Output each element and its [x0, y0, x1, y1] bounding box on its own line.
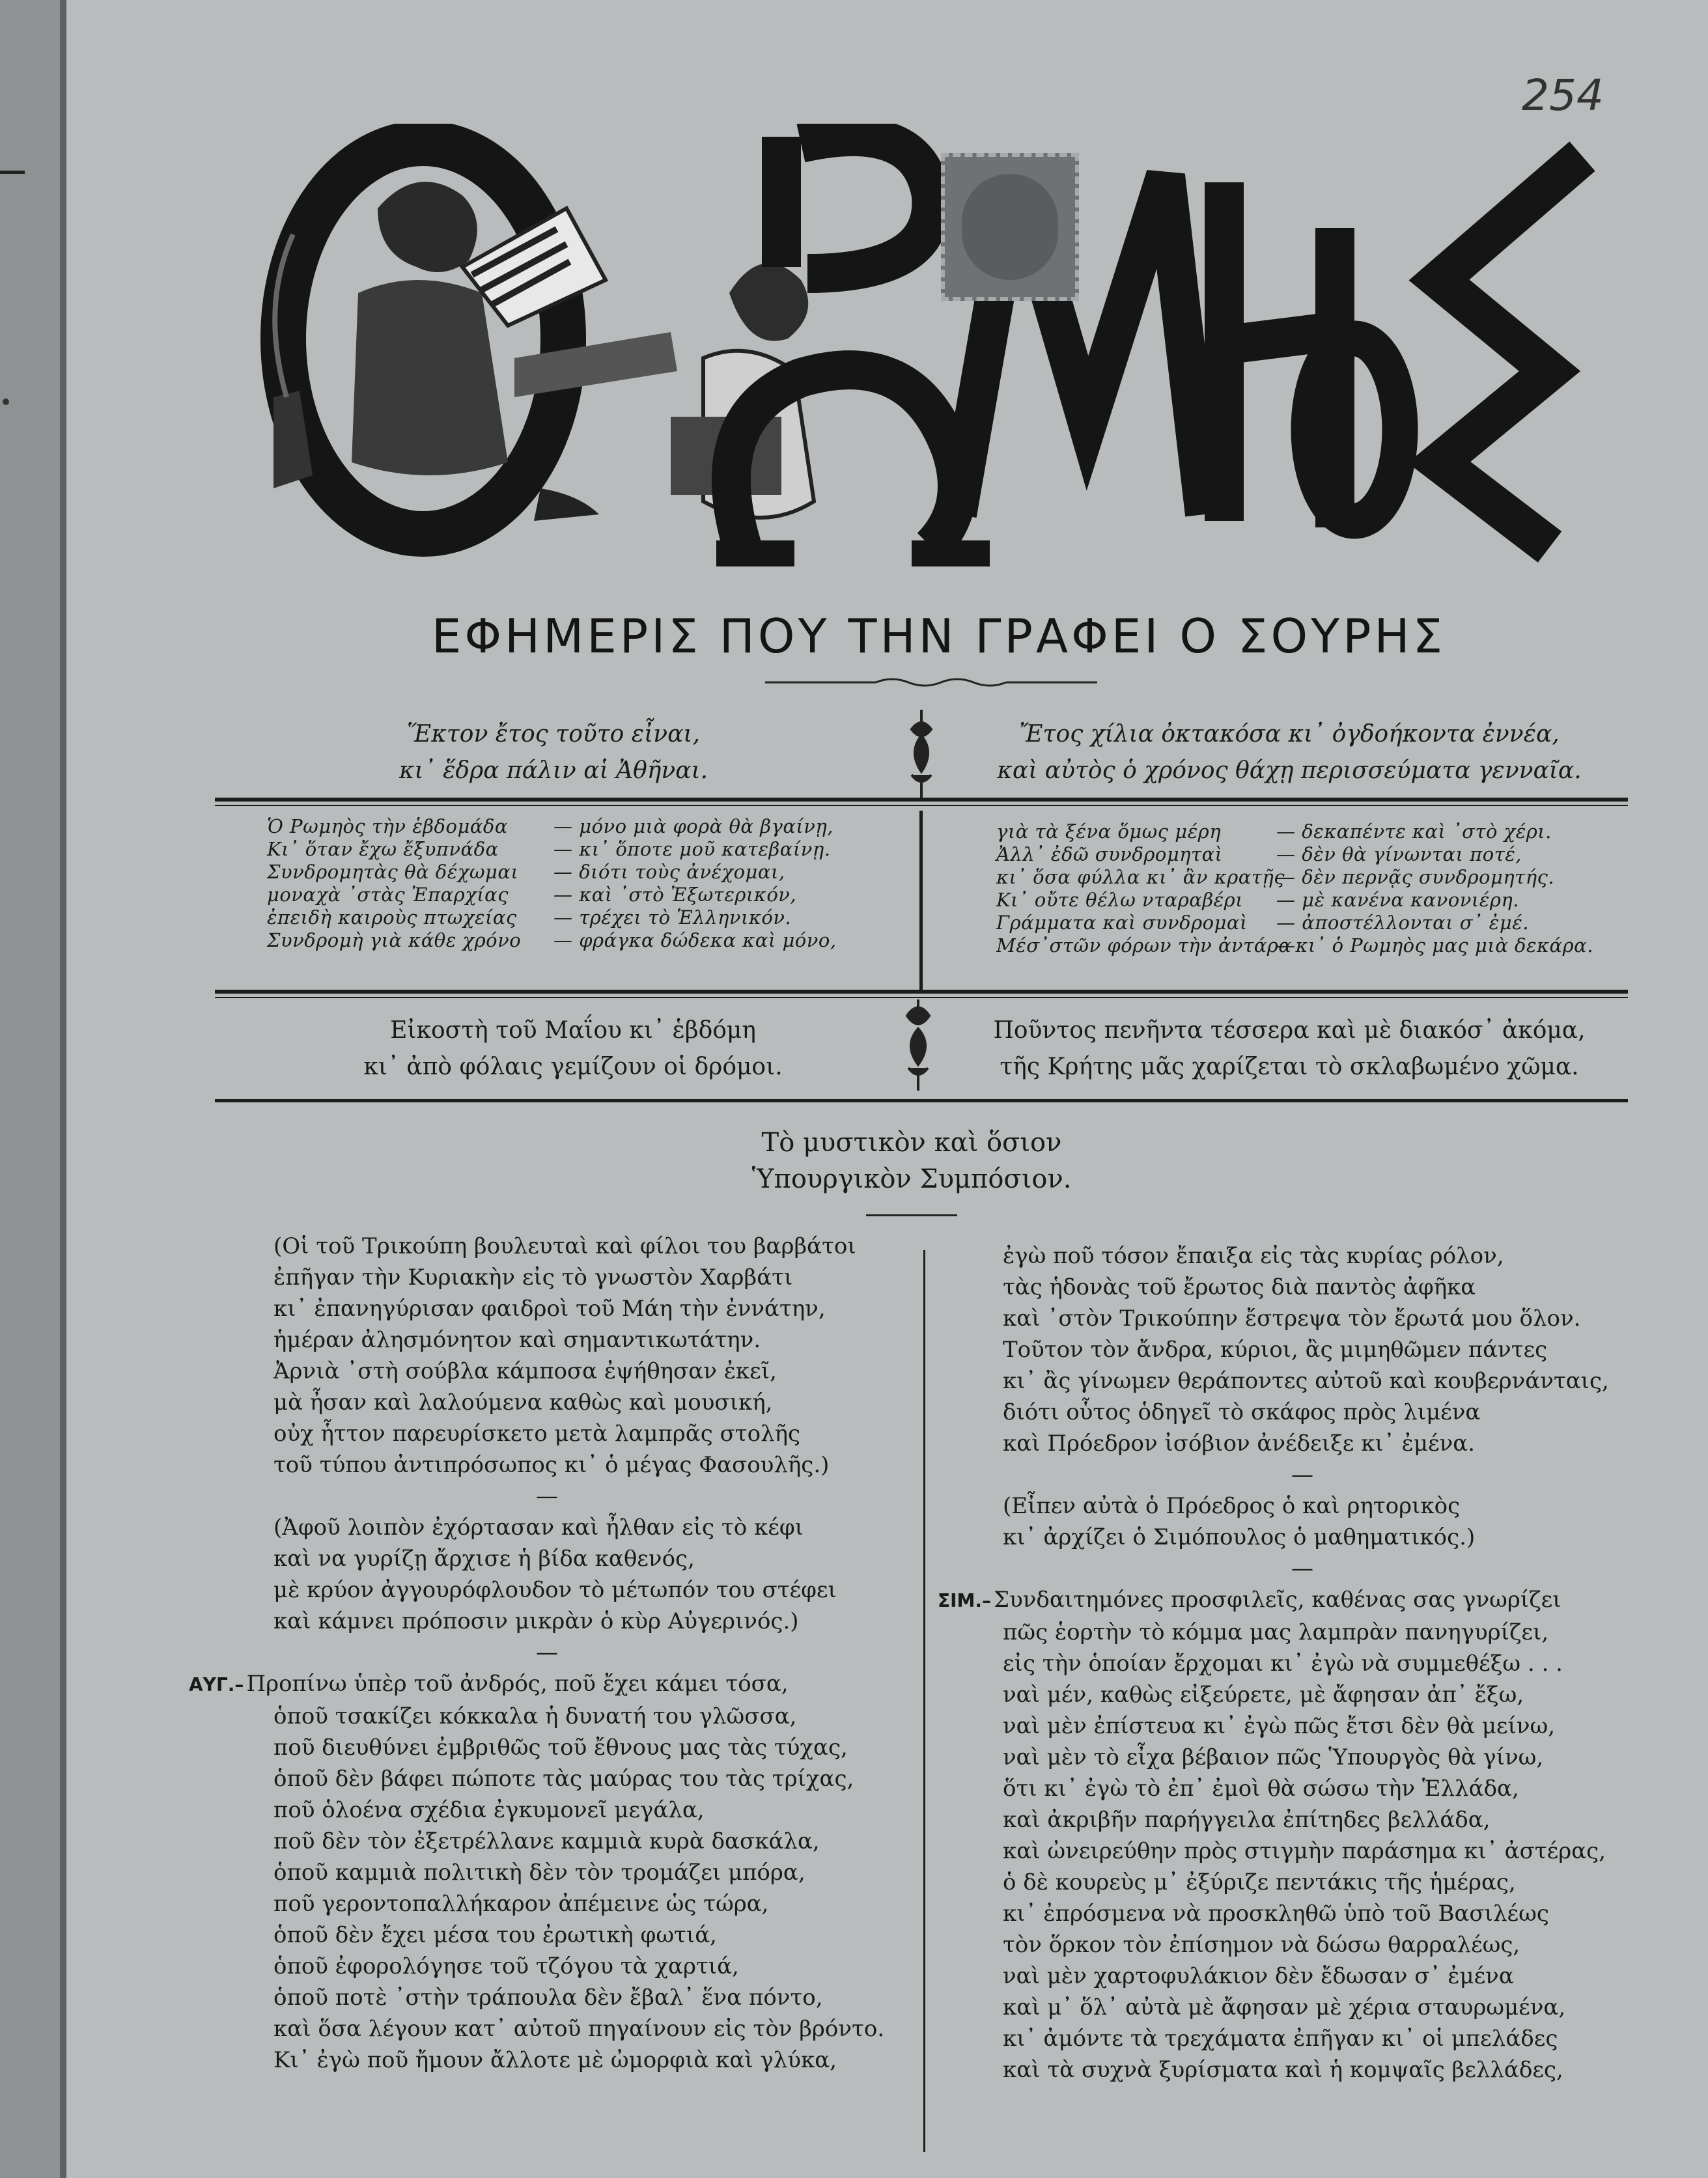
postage-stamp — [941, 153, 1079, 301]
poem-line — [273, 1794, 905, 1826]
dash-mark: — — [1291, 1556, 1313, 1582]
poem-line — [273, 1888, 905, 1920]
poem-text: κι᾽ ἀμόντε τὰ τρεχάματα ἐπῆγαν κι᾽ οἱ μπελάδες — [1003, 2026, 1558, 2052]
poem-line — [1003, 1679, 1667, 1710]
poem-lines — [938, 1240, 1667, 2086]
poem-text: μὲ κρύον ἀγγουρόφλουδον τὸ μέτωπόν του στέφει — [273, 1577, 837, 1603]
info-row — [267, 906, 853, 929]
poem-line — [273, 1293, 905, 1324]
poem-text: τὸν ὅρκον τὸν ἐπίσημον νὰ δώσω θαρραλέως, — [1003, 1932, 1520, 1958]
info-table-left — [267, 815, 853, 952]
poem-text: τοῦ τύπου ἀντιπρόσωπος κι᾽ ὁ μέγας Φασουλῆς.) — [273, 1452, 830, 1478]
poem-text: καὶ Πρόεδρον ἰσόβιον ἀνέδειξε κι᾽ ἐμένα. — [1003, 1431, 1476, 1457]
info-cell: — μὲ κανένα κανονιέρη. — [1276, 889, 1519, 911]
poem-text: ναὶ μὲν τὸ εἶχα βέβαιον πῶς Ὑπουργὸς θὰ γίνω, — [1003, 1744, 1544, 1770]
info-cell: Γράμματα καὶ συνδρομαὶ — [996, 912, 1248, 934]
ornamental-divider — [765, 677, 1097, 688]
poem-line — [1003, 1397, 1667, 1428]
poem-text: (Ἀφοῦ λοιπὸν ἐχόρτασαν καὶ ἦλθαν εἰς τὸ κέφι — [273, 1515, 804, 1541]
poem-text: οὐχ ἧττον παρευρίσκετο μετὰ λαμπρᾶς στολῆς — [273, 1421, 801, 1447]
info-cell: Ἀλλ᾽ ἐδῶ συνδρομηταὶ — [996, 843, 1223, 865]
poem-text: τὰς ἡδονὰς τοῦ ἔρωτος διὰ παντὸς ἀφῆκα — [1003, 1274, 1476, 1300]
info-cell: — καὶ ᾽στὸ Ἐξωτερικόν, — [553, 884, 797, 906]
date-right-verse — [977, 1012, 1602, 1085]
verse-line: καὶ αὐτὸς ὁ χρόνος θάχῃ περισσεύματα γενναῖα. — [997, 757, 1582, 784]
info-cell: γιὰ τὰ ξένα ὅμως μέρη — [996, 820, 1222, 843]
poem-line — [273, 1606, 905, 1637]
poem-text: ὁποῦ τσακίζει κόκκαλα ἡ δυνατή του γλῶσσα, — [273, 1703, 797, 1729]
poem-text: κι᾽ ἐπρόσμενα νὰ προσκληθῶ ὑπὸ τοῦ Βασιλέως — [1003, 1901, 1549, 1927]
info-cell: — κι᾽ ὅποτε μοῦ κατεβαίνῃ. — [553, 838, 831, 860]
poem-line — [1003, 1648, 1667, 1679]
speaker-label: ΣΙΜ.– — [938, 1590, 992, 1612]
title-underline — [866, 1214, 957, 1216]
poem-text: ἡμέραν ἀλησμόνητον καὶ σημαντικωτάτην. — [273, 1327, 761, 1353]
verse-line: κι᾽ ἀπὸ φόλαις γεμίζουν οἱ δρόμοι. — [363, 1054, 783, 1080]
dash-mark: — — [536, 1640, 558, 1666]
section-rule — [215, 1099, 1628, 1102]
article-title-line: Τὸ μυστικὸν καὶ ὅσιον — [761, 1128, 1062, 1158]
poem-text: Συνδαιτημόνες προσφιλεῖς, καθένας σας γνωρίζει — [994, 1587, 1561, 1613]
info-row — [267, 815, 853, 838]
newspaper-subtitle: ΕΦΗΜΕΡΙΣ ΠΟΥ ΤΗΝ ΓΡΑΦΕΙ Ο ΣΟΥΡΗΣ — [431, 609, 1446, 663]
poem-text: κι᾽ ἂς γίνωμεν θεράποντες αὐτοῦ καὶ κουβερνάνταις, — [1003, 1368, 1609, 1394]
poem-line — [1003, 1867, 1667, 1898]
poem-text: καὶ να γυρίζῃ ἄρχισε ἡ βίδα καθενός, — [273, 1546, 695, 1572]
poem-line — [273, 2013, 905, 2045]
poem-line — [189, 1668, 905, 1701]
verse-line: κι᾽ ἕδρα πάλιν αἱ Ἀθῆναι. — [399, 757, 708, 784]
poem-text: καὶ ὅσα λέγουν κατ᾽ αὐτοῦ πηγαίνουν εἰς τὸν βρόντο. — [273, 2016, 885, 2042]
date-left-verse — [313, 1012, 833, 1085]
ornament-vignette — [902, 999, 934, 1091]
poem-line — [1003, 1992, 1667, 2023]
column-divider — [923, 1250, 925, 2152]
speaker-label: ΑΥΓ.– — [189, 1674, 244, 1696]
verse-line: Ποῦντος πενῆντα τέσσερα καὶ μὲ διακόσ᾽ ἀκόμα, — [993, 1017, 1586, 1044]
poem-line — [1003, 1303, 1667, 1334]
poem-line — [1003, 1804, 1667, 1836]
info-cell: κι᾽ ὅσα φύλλα κι᾽ ἂν κρατῇς — [996, 866, 1285, 888]
dash-mark: — — [1291, 1462, 1313, 1488]
poem-line — [1003, 1898, 1667, 1929]
info-cell: — τρέχει τὸ Ἑλληνικόν. — [553, 906, 792, 928]
poem-text: ναὶ μέν, καθὼς εἰξεύρετε, μὲ ἄφησαν ἀπ᾽ ἔξω, — [1003, 1682, 1524, 1708]
info-cell: Κι᾽ οὔτε θέλω νταραβέρι — [996, 889, 1244, 911]
poem-text: ἐγὼ ποῦ τόσον ἔπαιξα εἰς τὰς κυρίας ρόλον, — [1003, 1243, 1504, 1269]
header-left-verse — [306, 716, 801, 789]
poem-line — [1003, 1428, 1667, 1459]
poem-line — [273, 1857, 905, 1888]
info-cell: — δεκαπέντε καὶ ᾽στὸ χέρι. — [1276, 820, 1552, 843]
info-cell: —κι᾽ ὁ Ρωμηὸς μας μιὰ δεκάρα. — [1276, 934, 1593, 956]
poem-text: ναὶ μὲν ἐπίστευα κι᾽ ἐγὼ πῶς ἔτσι δὲν θὰ μείνω, — [1003, 1713, 1556, 1739]
poem-text: Προπίνω ὑπὲρ τοῦ ἀνδρός, ποῦ ἔχει κάμει τόσα, — [246, 1671, 789, 1697]
poem-line — [273, 1231, 905, 1262]
poem-text: ποῦ γεροντοπαλλήκαρον ἀπέμεινε ὡς τώρα, — [273, 1891, 769, 1917]
info-row — [996, 866, 1615, 889]
poem-line — [273, 1951, 905, 1982]
poem-line — [273, 1574, 905, 1606]
poem-line — [1003, 1365, 1667, 1397]
poem-text: ποῦ ὁλοένα σχέδια ἐγκυμονεῖ μεγάλα, — [273, 1797, 705, 1823]
poem-column-left — [189, 1231, 905, 2076]
poem-text: κι᾽ ἐπανηγύρισαν φαιδροὶ τοῦ Μάη τὴν ἐννάτην, — [273, 1296, 826, 1322]
poem-lines — [189, 1231, 905, 2076]
poem-line — [273, 1982, 905, 2013]
header-right-verse — [977, 716, 1602, 789]
poem-text: καὶ κάμνει πρόποσιν μικρὰν ὁ κὺρ Αὐγερινός.) — [273, 1608, 799, 1634]
section-rule — [215, 990, 1628, 994]
info-cell: Συνδρομητὰς θὰ δέχωμαι — [267, 861, 519, 883]
info-cell: — φράγκα δώδεκα καὶ μόνο, — [553, 929, 837, 951]
stanza-divider — [938, 1553, 1667, 1584]
info-cell: — ἀποστέλλονται σ᾽ ἐμέ. — [1276, 912, 1529, 934]
info-row — [996, 934, 1615, 957]
section-rule — [215, 798, 1628, 802]
poem-line — [1003, 2023, 1667, 2054]
binding-edge — [60, 0, 66, 2178]
poem-line — [273, 1356, 905, 1387]
binding-mark — [0, 171, 25, 174]
stanza-divider — [189, 1637, 905, 1668]
info-cell: Συνδρομὴ γιὰ κάθε χρόνο — [267, 929, 522, 951]
poem-text: καὶ τὰ συχνὰ ξυρίσματα καὶ ἡ κομψαῖς βελλάδες, — [1003, 2057, 1563, 2083]
section-rule-thin — [215, 805, 1628, 806]
poem-text: ὁποῦ ἐφορολόγησε τοῦ τζόγου τὰ χαρτιά, — [273, 1953, 739, 1979]
book-binding — [0, 0, 65, 2178]
poem-column-right — [938, 1240, 1667, 2086]
ornament-vignette — [905, 710, 938, 801]
poem-line — [938, 1584, 1667, 1617]
poem-line — [273, 1449, 905, 1481]
info-cell: — δὲν θὰ γίνωνται ποτέ, — [1276, 843, 1522, 865]
poem-text: ὁ δὲ κουρεὺς μ᾽ ἐξύριζε πεντάκις τῆς ἡμέρας, — [1003, 1869, 1516, 1895]
poem-line — [1003, 1710, 1667, 1742]
info-cell: Ὁ Ρωμηὸς τὴν ἑβδομάδα — [267, 815, 508, 837]
poem-line — [1003, 1742, 1667, 1773]
poem-text: ναὶ μὲν χαρτοφυλάκιον δὲν ἔδωσαν σ᾽ ἐμένα — [1003, 1963, 1514, 1989]
info-row — [267, 929, 853, 952]
info-cell: — διότι τοὺς ἀνέχομαι, — [553, 861, 785, 883]
poem-text: ὅτι κι᾽ ἐγὼ τὸ ἐπ᾽ ἐμοὶ θὰ σώσω τὴν Ἑλλάδα, — [1003, 1776, 1519, 1802]
info-cell: Κι᾽ ὅταν ἔχω ἔξυπνάδα — [267, 838, 499, 860]
info-cell: Μέσ᾽στῶν φόρων τὴν ἀντάρα — [996, 934, 1292, 956]
poem-line — [273, 1387, 905, 1418]
poem-line — [273, 1262, 905, 1293]
poem-text: καὶ ὠνειρεύθην πρὸς στιγμὴν παράσημα κι᾽ ἀστέρας, — [1003, 1838, 1606, 1864]
poem-text: ὁποῦ ποτὲ ᾽στὴν τράπουλα δὲν ἔβαλ᾽ ἕνα πόντο, — [273, 1985, 823, 2011]
section-rule-thin — [215, 997, 1628, 998]
poem-line — [273, 1543, 905, 1574]
info-row — [267, 884, 853, 906]
poem-text: κι᾽ ἀρχίζει ὁ Σιμόπουλος ὁ μαθηματικός.) — [1003, 1524, 1476, 1550]
poem-text: ὁποῦ καμμιὰ πολιτικὴ δὲν τὸν τρομάζει μπόρα, — [273, 1860, 805, 1886]
poem-line — [1003, 1522, 1667, 1553]
page-number: 254 — [1522, 70, 1604, 120]
info-row — [996, 912, 1615, 934]
poem-text: ποῦ δὲν τὸν ἐξετρέλλανε καμμιὰ κυρὰ δασκάλα, — [273, 1828, 820, 1854]
poem-text: (Οἱ τοῦ Τρικούπη βουλευταὶ καὶ φίλοι του βαρβάτοι — [273, 1233, 856, 1259]
poem-line — [273, 1763, 905, 1794]
dash-mark: — — [536, 1483, 558, 1509]
info-cell: — δὲν περνᾷς συνδρομητής. — [1276, 866, 1555, 888]
info-row — [267, 838, 853, 861]
poem-text: Ἀρνιὰ ᾽στὴ σούβλα κάμποσα ἐψήθησαν ἐκεῖ, — [273, 1358, 777, 1384]
info-cell: μοναχὰ ᾽στὰς Ἐπαρχίας — [267, 884, 509, 906]
poem-line — [1003, 2054, 1667, 2086]
poem-text: Τοῦτον τὸν ἄνδρα, κύριοι, ἂς μιμηθῶμεν πάντες — [1003, 1337, 1548, 1363]
poem-line — [1003, 1961, 1667, 1992]
article-title-line: Ὑπουργικὸν Συμπόσιον. — [751, 1164, 1072, 1194]
poem-line — [273, 1732, 905, 1763]
info-row — [996, 843, 1615, 866]
info-table-right — [996, 820, 1615, 957]
poem-line — [273, 1701, 905, 1732]
poem-line — [273, 2045, 905, 2076]
info-row — [996, 889, 1615, 912]
verse-line: Εἰκοστὴ τοῦ Μαΐου κι᾽ ἑβδόμη — [390, 1017, 756, 1044]
info-row — [996, 820, 1615, 843]
poem-text: καὶ ἀκριβῆν παρήγγειλα ἐπίτηδες βελλάδα, — [1003, 1807, 1491, 1833]
verse-line: Ἔτος χίλια ὀκτακόσα κι᾽ ὀγδοήκοντα ἐννέα, — [1019, 721, 1560, 747]
stanza-divider — [938, 1459, 1667, 1490]
stanza-divider — [189, 1481, 905, 1512]
poem-line — [1003, 1773, 1667, 1804]
column-divider — [919, 811, 923, 990]
poem-line — [1003, 1240, 1667, 1272]
poem-line — [273, 1826, 905, 1857]
poem-line — [1003, 1617, 1667, 1648]
stamp-portrait — [962, 174, 1058, 280]
poem-line — [1003, 1490, 1667, 1522]
poem-text: διότι οὗτος ὁδηγεῖ τὸ σκάφος πρὸς λιμένα — [1003, 1399, 1481, 1425]
poem-line — [1003, 1836, 1667, 1867]
poem-text: (Εἶπεν αὐτὰ ὁ Πρόεδρος ὁ καὶ ρητορικὸς — [1003, 1493, 1461, 1519]
poem-line — [273, 1324, 905, 1356]
poem-text: καὶ μ᾽ ὅλ᾽ αὐτὰ μὲ ἄφησαν μὲ χέρια σταυρωμένα, — [1003, 1994, 1566, 2020]
article-title — [651, 1124, 1172, 1197]
info-row — [267, 861, 853, 884]
binding-dot — [3, 398, 9, 405]
poem-text: πῶς ἑορτὴν τὸ κόμμα μας λαμπρὰν πανηγυρίζει, — [1003, 1619, 1549, 1645]
poem-line — [1003, 1272, 1667, 1303]
info-cell: ἐπειδὴ καιροὺς πτωχείας — [267, 906, 517, 928]
poem-line — [273, 1920, 905, 1951]
poem-text: ὁποῦ δὲν ἔχει μέσα του ἐρωτικὴ φωτιά, — [273, 1922, 717, 1948]
poem-text: εἰς τὴν ὁποίαν ἔρχομαι κι᾽ ἐγὼ νὰ συμμεθέξω . . . — [1003, 1651, 1563, 1677]
poem-line — [273, 1418, 905, 1449]
poem-text: ἐπῆγαν τὴν Κυριακὴν εἰς τὸ γνωστὸν Χαρβάτι — [273, 1264, 793, 1291]
poem-text: ὁποῦ δὲν βάφει πώποτε τὰς μαύρας του τὰς τρίχας, — [273, 1766, 854, 1792]
poem-line — [273, 1512, 905, 1543]
verse-line: Ἕκτον ἔτος τοῦτο εἶναι, — [407, 721, 700, 747]
poem-text: μὰ ἦσαν καὶ λαλούμενα καθὼς καὶ μουσική, — [273, 1389, 773, 1416]
poem-line — [1003, 1334, 1667, 1365]
poem-text: καὶ ᾽στὸν Τρικούπην ἔστρεψα τὸν ἔρωτά μου ὅλον. — [1003, 1305, 1581, 1332]
verse-line: τῆς Κρήτης μᾶς χαρίζεται τὸ σκλαβωμένο χῶμα. — [1000, 1054, 1579, 1080]
poem-text: Κι᾽ ἐγὼ ποῦ ἤμουν ἄλλοτε μὲ ὠμορφιὰ καὶ γλύκα, — [273, 2047, 837, 2073]
info-cell: — μόνο μιὰ φορὰ θὰ βγαίνῃ, — [553, 815, 834, 837]
poem-line — [1003, 1929, 1667, 1961]
poem-text: ποῦ διευθύνει ἐμβριθῶς τοῦ ἔθνους μας τὰς τύχας, — [273, 1735, 848, 1761]
